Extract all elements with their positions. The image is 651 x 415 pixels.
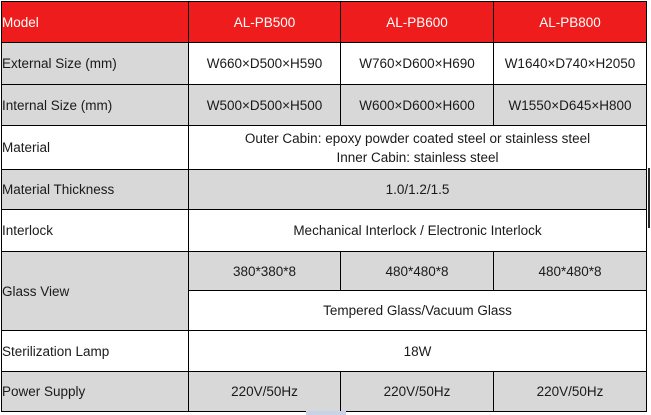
footer-marker: [306, 411, 346, 415]
cell-internal-size-pb500: W500×D500×H500: [189, 85, 341, 126]
table-row-material-thickness: [2, 170, 647, 210]
cell-material: [189, 126, 647, 170]
cell-power-supply-pb500: 220V/50Hz: [189, 372, 341, 412]
cell-external-size-pb500: W660×D500×H590: [189, 43, 341, 85]
material-outer-cabin: Outer Cabin: epoxy powder coated steel or stainless steel: [244, 130, 591, 146]
table-row-interlock: [2, 210, 647, 252]
cell-material-thickness: 1.0/1.2/1.5: [189, 170, 647, 210]
table-row-glass-view-sizes: [2, 252, 647, 291]
cell-external-size-pb800: W1640×D740×H2050: [494, 43, 647, 85]
row-label-interlock: Interlock: [2, 210, 189, 252]
header-model-pb800: AL-PB800: [494, 2, 647, 43]
row-label-power-supply: Power Supply: [2, 372, 189, 412]
row-label-external-size: External Size (mm): [2, 43, 189, 85]
table-row-material: [2, 126, 647, 170]
cell-internal-size-pb800: W1550×D645×H800: [494, 85, 647, 126]
cell-glass-size-pb500: 380*380*8: [189, 252, 341, 291]
table-row-power-supply: [2, 372, 647, 412]
cell-sterilization-lamp: 18W: [189, 331, 647, 372]
row-label-sterilization-lamp: Sterilization Lamp: [2, 331, 189, 372]
cell-power-supply-pb600: 220V/50Hz: [341, 372, 494, 412]
cell-power-supply-pb800: 220V/50Hz: [494, 372, 647, 412]
table-header-row: [2, 2, 647, 43]
spec-table: [1, 1, 647, 412]
header-model-pb500: AL-PB500: [189, 2, 341, 43]
table-row-internal-size: [2, 85, 647, 126]
cell-internal-size-pb600: W600×D600×H600: [341, 85, 494, 126]
cell-glass-size-pb600: 480*480*8: [341, 252, 494, 291]
table-row-external-size: [2, 43, 647, 85]
header-model-label: Model: [2, 2, 189, 43]
cell-external-size-pb600: W760×D600×H690: [341, 43, 494, 85]
cell-interlock: Mechanical Interlock / Electronic Interlock: [189, 210, 647, 252]
header-model-pb600: AL-PB600: [341, 2, 494, 43]
material-inner-cabin: Inner Cabin: stainless steel: [336, 149, 499, 165]
edge-divider: [648, 168, 650, 228]
row-label-material: Material: [2, 126, 189, 170]
row-label-material-thickness: Material Thickness: [2, 170, 189, 210]
cell-glass-size-pb800: 480*480*8: [494, 252, 647, 291]
table-row-sterilization-lamp: [2, 331, 647, 372]
row-label-internal-size: Internal Size (mm): [2, 85, 189, 126]
cell-glass-type: Tempered Glass/Vacuum Glass: [189, 291, 647, 331]
row-label-glass-view: Glass View: [2, 252, 189, 331]
